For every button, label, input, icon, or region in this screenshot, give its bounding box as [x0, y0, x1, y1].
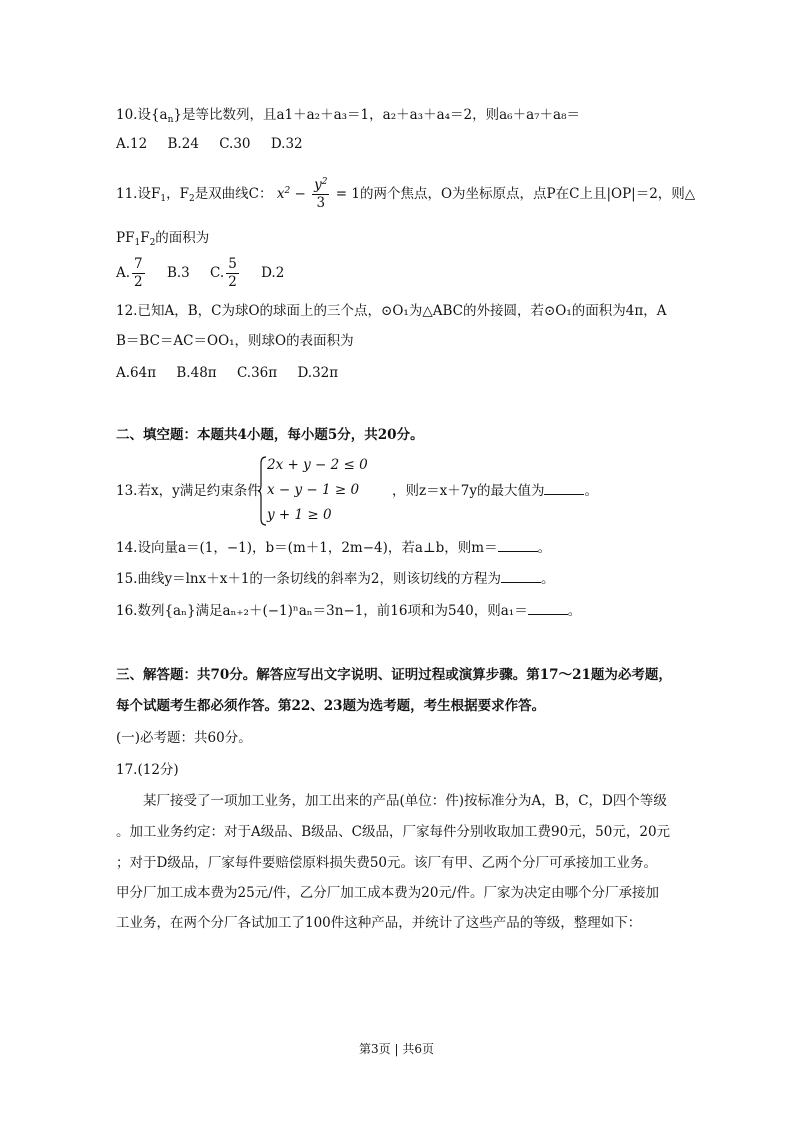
q17-title: 17.(12分) [116, 762, 179, 778]
answer-blank [544, 482, 584, 495]
q11-option-c: C. $\frac{5}{2}$ [210, 256, 237, 290]
q10-option-c: C.30 [219, 136, 251, 152]
part-1-heading: (一)必考题：共60分。 [116, 730, 252, 746]
q12-option-d: D.32π [297, 365, 339, 381]
section-2-heading: 二、填空题：本题共4小题，每小题5分，共20分。 [116, 427, 424, 443]
q17-paragraph-line3: ；对于D级品，厂家每件要赔偿原料损失费50元。该厂有甲、乙两个分厂可承接加工业务。 [116, 855, 658, 871]
page-footer: 第3页 | 共6页 [359, 1042, 434, 1056]
q11-option-a: A. $\frac{7}{2}$ [116, 256, 143, 290]
q12-option-b: B.48π [176, 365, 217, 381]
q17-paragraph-line5: 工业务，在两个分厂各试加工了100件这种产品，并统计了这些产品的等级，整理如下： [116, 915, 642, 931]
q17-paragraph-line1: 某厂接受了一项加工业务，加工出来的产品(单位：件)按标准分为A，B，C，D四个等级 [143, 793, 667, 809]
q10-option-b: B.24 [167, 136, 199, 152]
q14-stem: 14.设向量a＝(1，−1)，b＝(m＋1，2m−4)，若a⊥b，则m＝ 。 [116, 540, 552, 556]
q10-stem: 10.设$\{a_n\}$是等比数列，且a1＋a₂＋a₃＝1，a₂＋a₃＋a₄＝2，则a₆＋a₇＋a₈＝ [116, 107, 580, 125]
q11-option-b: B.3 [166, 265, 190, 281]
q12-stem: 12.已知A，B，C为球O的球面上的三个点，⊙O₁为△ABC的外接圆，若⊙O₁的面积为4π，A [116, 303, 667, 319]
q12-option-a: A.64π [116, 365, 157, 381]
q13-constraint-system [258, 455, 388, 527]
q16-stem: 16.数列{aₙ}满足aₙ₊₂＋(−1)ⁿaₙ＝3n−1，前16项和为540，则a₁＝ 。 [116, 603, 582, 619]
q17-paragraph-line4: 甲分厂加工成本费为25元/件，乙分厂加工成本费为20元/件。厂家为决定由哪个分厂承接加 [116, 885, 659, 901]
q12-option-c: C.36π [236, 365, 278, 381]
answer-blank [501, 570, 541, 583]
q13-stem-suffix: ，则z＝x＋7y的最大值为 。 [392, 483, 598, 499]
answer-blank [528, 602, 568, 615]
q15-stem: 15.曲线y＝lnx＋x＋1的一条切线的斜率为2，则该切线的方程为 。 [116, 571, 555, 587]
q11-stem: 11.设$F_1$，$F_2$是双曲线C： $x^2$ − $\frac{y^2}{3}$ = 1的两个焦点，O为坐标原点，点P在C上且|OP|＝2，则△ [116, 177, 696, 211]
section-3-heading: 三、解答题：共70分。解答应写出文字说明、证明过程或演算步骤。第17～21题为必考题， [116, 667, 672, 683]
q13-stem-prefix: 13.若x，y满足约束条件 [116, 483, 261, 499]
q17-paragraph-line2: 。加工业务约定：对于A级品、B级品、C级品，厂家每件分别收取加工费90元，50元，20元 [116, 824, 671, 840]
q13-constraint-3: y + 1 ≥ 0 [267, 507, 332, 523]
answer-blank [498, 539, 538, 552]
hyperbola-equation: $x^2$ − $\frac{y^2}{3}$ = 1 [276, 177, 360, 211]
q10-option-d: D.32 [270, 136, 303, 152]
q12-stem-line2: B＝BC＝AC＝OO₁，则球O的表面积为 [116, 333, 354, 349]
section-3-heading-line2: 每个试题考生都必须作答。第22、23题为选考题，考生根据要求作答。 [116, 698, 546, 714]
q11-options [116, 254, 300, 292]
q12-options [116, 364, 354, 382]
q13-constraint-2: x − y − 1 ≥ 0 [267, 482, 360, 498]
q11-option-d: D.2 [261, 265, 285, 281]
q10-option-a: A.12 [116, 136, 148, 152]
q10-options [116, 135, 319, 153]
q11-stem-line2: $PF_1F_2$的面积为 [116, 230, 210, 248]
q13-constraint-1: 2x + y − 2 ≤ 0 [267, 457, 368, 473]
